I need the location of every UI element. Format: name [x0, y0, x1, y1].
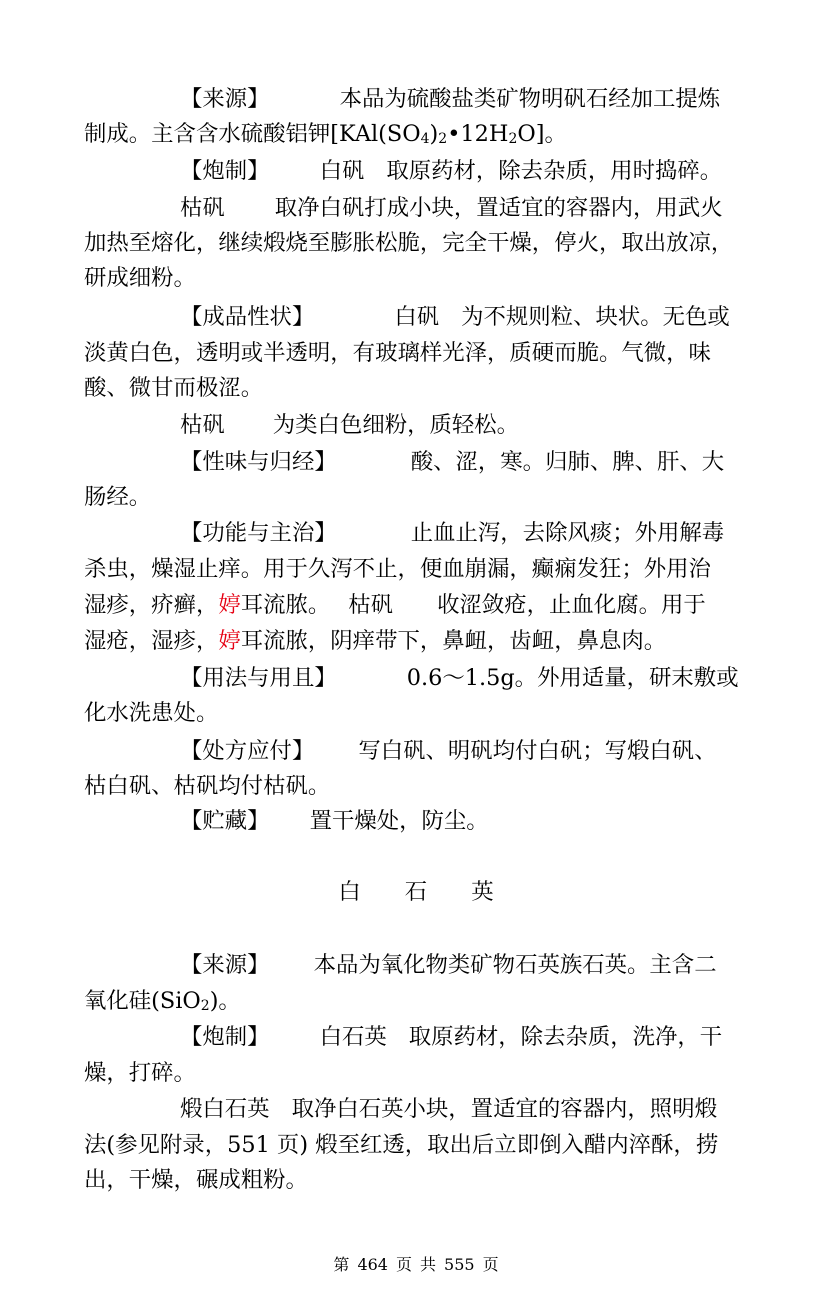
nature-text-1: 酸、涩，寒。归肺、脾、肝、大 — [410, 449, 725, 475]
footer-mid2: 共 — [420, 1255, 437, 1274]
process-name-1: 白矾 — [319, 158, 365, 184]
nature-label: 【性味与归经】 — [180, 449, 337, 475]
usage-label: 【用法与用且】 — [180, 665, 337, 691]
process2-name-2: 煅白石英 — [180, 1096, 270, 1122]
function-text-1: 止血止泻，去除风痰；外用解毒 — [410, 520, 725, 546]
source2-line-2 — [84, 986, 750, 1016]
function-text-3c: 收涩敛疮，止血化腐。用于 — [437, 592, 706, 618]
process-line-1 — [180, 156, 750, 186]
title-char-2: 石 — [404, 879, 428, 905]
function-line-1 — [180, 518, 750, 548]
process2-line-2: 燥，打碎。 — [84, 1060, 196, 1086]
function-text-3b: 耳流脓。 — [240, 592, 331, 618]
usage-text-1: 0.6～1.5g。外用适量，研末敷或 — [406, 665, 739, 691]
process2-label: 【炮制】 — [180, 1024, 270, 1050]
function-line-3 — [84, 590, 750, 620]
process2-text-3: 取净白石英小块，置适宜的容器内，照明煅 — [291, 1096, 717, 1122]
process-line-2 — [180, 193, 750, 223]
nature-line-2: 肠经。 — [84, 484, 152, 510]
character-name-1: 白矾 — [394, 304, 440, 330]
storage-line — [180, 806, 750, 836]
footer-page: 464 — [357, 1255, 388, 1274]
process-line-3: 加热至熔化，继续煅烧至膨胀松脆，完全干燥，停火，取出放凉， — [84, 230, 734, 256]
entry-title — [0, 877, 832, 907]
process-text-2: 取净白矾打成小块，置适宜的容器内，用武火 — [274, 195, 723, 221]
function-name-2: 枯矾 — [348, 592, 394, 618]
source-formula-sub-1: 4 — [420, 131, 430, 147]
source-formula-d: O]。 — [517, 121, 567, 147]
character-line-2: 淡黄白色，透明或半透明，有玻璃样光泽，质硬而脆。气微，味 — [84, 340, 711, 366]
source-formula-c: •12H — [447, 121, 509, 147]
process-line-4: 研成细粉。 — [84, 265, 196, 291]
process-text-1: 取原药材，除去杂质，用时捣碎。 — [386, 158, 723, 184]
function-text-4b: 耳流脓，阴痒带下，鼻衄，齿衄，鼻息肉。 — [240, 628, 667, 654]
process2-text-1: 取原药材，除去杂质，洗净，干 — [408, 1024, 723, 1050]
source-formula-b: ) — [429, 121, 439, 147]
process2-line-4: 法(参见附录，551 页) 煅至红透，取出后立即倒入醋内淬酥，捞 — [84, 1132, 719, 1158]
function-highlight-2: 婷 — [218, 628, 241, 654]
nature-line-1 — [180, 447, 750, 477]
source-text: 本品为硫酸盐类矿物明矾石经加工提炼 — [339, 86, 721, 112]
source2-label: 【来源】 — [180, 952, 270, 978]
process2-line-5: 出，干燥，碾成粗粉。 — [84, 1167, 308, 1193]
function-line-2: 杀虫，燥湿止痒。用于久泻不止，便血崩漏，癫痫发狂；外用治 — [84, 556, 711, 582]
character-name-2: 枯矾 — [180, 412, 225, 438]
source-formula-sub-2: 2 — [438, 131, 448, 147]
prescription-text-1: 写白矾、明矾均付白矾；写煅白矾、 — [358, 738, 717, 764]
footer-suffix: 页 — [482, 1255, 499, 1274]
source2-text-1: 本品为氧化物类矿物石英族石英。主含二 — [313, 952, 717, 978]
source-line-1 — [180, 84, 750, 114]
page-footer — [0, 1254, 832, 1276]
function-text-3a: 湿疹，疥癣， — [84, 592, 219, 618]
process2-line-1 — [180, 1022, 750, 1052]
storage-label: 【贮藏】 — [180, 808, 270, 834]
source-line-2 — [84, 119, 750, 149]
usage-line-1 — [180, 663, 750, 693]
function-text-4a: 湿疮，湿疹， — [84, 628, 219, 654]
character-label: 【成品性状】 — [180, 304, 315, 330]
character-line-1 — [180, 302, 750, 332]
process2-line-3 — [180, 1094, 750, 1124]
footer-prefix: 第 — [333, 1255, 350, 1274]
function-line-4 — [84, 626, 750, 656]
character-text-1: 为不规则粒、块状。无色或 — [461, 304, 730, 330]
footer-total: 555 — [444, 1255, 475, 1274]
function-highlight-1: 婷 — [218, 592, 241, 618]
source2-formula-b: )。 — [209, 988, 241, 1014]
source-formula-sub-3: 2 — [508, 131, 518, 147]
character-text-4: 为类白色细粉，质轻松。 — [272, 412, 520, 438]
footer-mid1: 页 — [395, 1255, 412, 1274]
source2-line-1 — [180, 950, 750, 980]
process-label: 【炮制】 — [180, 158, 270, 184]
source-formula-a: 制成。主含含水硫酸铝钾[KAl(SO — [84, 121, 421, 147]
usage-line-2: 化水洗患处。 — [84, 700, 219, 726]
storage-text: 置干燥处，防尘。 — [309, 808, 489, 834]
source2-formula-a: 氧化硅(SiO — [84, 988, 201, 1014]
title-char-3: 英 — [471, 879, 494, 905]
process2-name-1: 白石英 — [319, 1024, 387, 1050]
source-label: 【来源】 — [180, 86, 270, 112]
character-line-4 — [180, 410, 750, 440]
prescription-label: 【处方应付】 — [180, 738, 315, 764]
title-char-1: 白 — [338, 879, 361, 905]
character-line-3: 酸、微甘而极涩。 — [84, 375, 264, 401]
source2-formula-sub: 2 — [200, 998, 210, 1014]
prescription-line-1 — [180, 736, 750, 766]
function-label: 【功能与主治】 — [180, 520, 337, 546]
prescription-line-2: 枯白矾、枯矾均付枯矾。 — [84, 773, 331, 799]
process-name-2: 枯矾 — [180, 195, 225, 221]
